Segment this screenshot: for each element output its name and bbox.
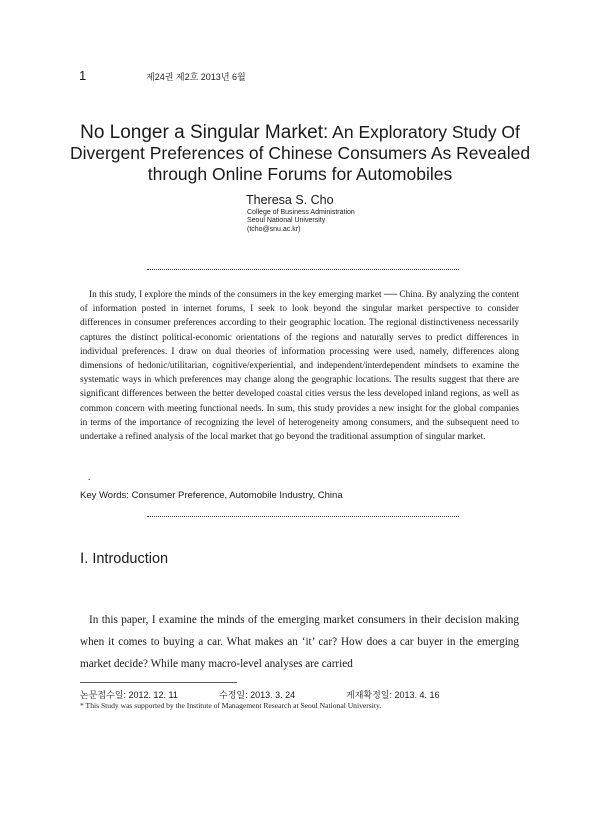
accepted-date: 게재확정일: 2013. 4. 16 bbox=[346, 690, 440, 700]
affiliation-line-1: College of Business Administration bbox=[247, 209, 355, 216]
funding-footnote: * This Study was supported by the Institute of Management Research at Seoul National University. bbox=[80, 701, 382, 710]
dotted-rule-top bbox=[147, 269, 459, 271]
journal-info: 제24권 제2호 2013년 6월 bbox=[146, 72, 246, 82]
footnote-rule bbox=[80, 682, 237, 683]
introduction-paragraph: In this paper, I examine the minds of the emerging market consumers in their decision making when it comes to buying a car. What makes an ‘it’ car? How does a car buyer in the emerging market decide? While many macro-level analyses are carried bbox=[80, 614, 519, 670]
abstract-trailing-mark: . bbox=[88, 472, 91, 482]
dotted-rule-bottom bbox=[147, 516, 459, 518]
keywords: Key Words: Consumer Preference, Automobile Industry, China bbox=[80, 490, 343, 501]
title-line-1-rest: An Exploratory Study Of bbox=[328, 122, 520, 142]
received-date: 논문접수일: 2012. 12. 11 bbox=[80, 690, 178, 700]
revised-date: 수정일: 2013. 3. 24 bbox=[219, 690, 296, 700]
title-line-1-main: No Longer a Singular Market: bbox=[80, 122, 329, 143]
paper-title bbox=[60, 122, 540, 185]
abstract-text: In this study, I explore the minds of the consumers in the key emerging market ── China. By analyzing the content of information posted in internet forums, I seek to look beyond the singular market perspective to consider differences in consumer preferences according to their geographic location. The regional distinctiveness necessarily captures the distinct political-economic orientations of the regions and naturally serves to predict differences in individual preferences. I draw on dual theories of information processing were used, namely, differences along dimensions of hedonic/utilitarian, cognitive/experiential, and independent/interdependent mindsets to examine the systematic ways in which preferences may change along the geographic locations. The results suggest that there are significant differences between the better developed coastal cities versus the less developed inland regions, as well as common concern with meeting functional needs. In sum, this study provides a new insight for the global companies in terms of the importance of recognizing the level of heterogeneity among consumers, and the subsequent need to undertake a refined analysis of the local market that go beyond the traditional assumption of singular market. bbox=[80, 290, 519, 443]
author-affiliation bbox=[247, 209, 355, 234]
affiliation-line-2: Seoul National University bbox=[247, 217, 326, 225]
page-number: 1 bbox=[79, 68, 87, 83]
section-heading-introduction: Ⅰ. Introduction bbox=[80, 551, 169, 567]
title-line-3: through Online Forums for Automobiles bbox=[147, 164, 453, 184]
title-line-2: Divergent Preferences of Chinese Consumers As Revealed bbox=[69, 143, 531, 163]
author-email: (tcho@snu.ac.kr) bbox=[247, 225, 301, 233]
author-name: Theresa S. Cho bbox=[246, 193, 334, 207]
title-line-1 bbox=[60, 122, 540, 143]
